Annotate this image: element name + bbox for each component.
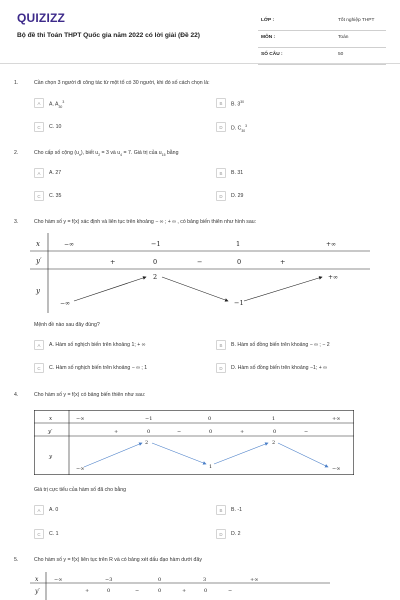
increase-arrow	[84, 443, 142, 467]
sign-value: +	[182, 588, 187, 594]
sign-value: 0	[153, 258, 158, 266]
increase-arrow	[244, 277, 322, 301]
option-text: C. 1	[49, 531, 59, 537]
x-value: 1	[236, 240, 241, 248]
meta-key: LỚP :	[261, 18, 275, 23]
option-letter-box: D	[216, 529, 226, 539]
meta-key: MÔN :	[261, 35, 276, 40]
header-divider	[0, 63, 400, 64]
table-x-label: x	[49, 416, 53, 422]
option-text: A. Hàm số nghịch biến trên khoảng 1; + ∞	[49, 342, 146, 348]
sign-value: −	[228, 588, 233, 594]
option-letter-box: A	[34, 340, 44, 350]
x-value: 3	[203, 577, 207, 583]
meta-value: Toán	[338, 35, 349, 40]
sign-value: 0	[204, 588, 208, 594]
table-x-label: x	[35, 576, 39, 583]
x-value: 1	[272, 416, 276, 422]
question-number: 4.	[14, 392, 19, 398]
x-value: −1	[151, 240, 161, 248]
option-text: D. Hàm số đồng biến trên khoảng −1; + ∞	[231, 365, 327, 371]
sign-value: −	[135, 588, 140, 594]
y-value: −∞	[60, 300, 71, 307]
y-value: −∞	[332, 466, 341, 472]
sign-value: +	[280, 258, 286, 266]
y-value: 1	[209, 464, 213, 470]
sign-value: −	[177, 429, 182, 435]
option-sub: 30	[58, 104, 63, 109]
option-text: B. -1	[231, 507, 242, 513]
sign-value: −	[197, 258, 203, 266]
option-letter-box: B	[216, 340, 226, 350]
option-letter-box: B	[216, 168, 226, 178]
table-yprime-label: y′	[35, 588, 40, 595]
document-title: Bộ đề thi Toán THPT Quốc gia năm 2022 có lời giải (Đề 22)	[17, 32, 200, 39]
variation-table-q3	[30, 233, 370, 313]
x-value: −3	[105, 577, 113, 583]
option-sup: 3	[62, 100, 65, 104]
table-x-label: x	[36, 240, 40, 248]
option-text: D. C	[231, 125, 242, 132]
question-prompt: Giá trị cực tiểu của hàm số đã cho bằng	[34, 487, 126, 493]
sign-value: +	[240, 429, 245, 435]
question-text: Cho hàm số y = f(x) liên tục trên R và có bảng xét dấu đạo hàm dưới đây	[34, 557, 202, 563]
sign-value: +	[114, 429, 119, 435]
x-value: −∞	[64, 241, 75, 248]
sign-value: +	[85, 588, 90, 594]
option-text: C. Hàm số nghịch biến trên khoảng − ∞ ; 1	[49, 365, 148, 371]
question-number: 5.	[14, 557, 19, 563]
increase-arrow	[74, 277, 146, 301]
option-text: A. 0	[49, 507, 59, 513]
meta-panel	[258, 14, 386, 65]
option-text: B. 3	[231, 101, 241, 108]
option-sup: 3	[245, 124, 248, 128]
question-text: Cho cấp số cộng $(u_n)$, biết $u_2 = 3$ và $u_4 = 7$. Giá trị của $u_{15}$ bằng	[34, 150, 179, 158]
meta-value: Tốt nghiệp THPT	[338, 18, 375, 23]
option-letter-box: A	[34, 505, 44, 515]
y-value: 2	[272, 440, 276, 446]
x-value: 0	[158, 577, 162, 583]
sign-value: 0	[147, 429, 151, 435]
meta-row-subject	[258, 31, 386, 48]
sign-value: +	[110, 258, 116, 266]
question-number: 1.	[14, 80, 19, 86]
option-letter-box: D	[216, 191, 226, 201]
meta-value: 50	[338, 52, 344, 57]
option-sup: 30	[240, 100, 245, 104]
question-prompt: Mệnh đề nào sau đây đúng?	[34, 322, 100, 328]
option-letter-box: D	[216, 122, 226, 132]
sign-table-q5	[30, 572, 330, 600]
option-text: C. 35	[49, 193, 62, 199]
option-text: C. 10	[49, 124, 62, 130]
y-value: +∞	[328, 274, 339, 281]
option-text: D. 2	[231, 531, 241, 537]
option-letter-box: B	[216, 505, 226, 515]
option-letter-box: D	[216, 363, 226, 373]
question-text: Cần chọn 3 người đi công tác từ một tổ có 30 người, khi đó số cách chọn là:	[34, 80, 210, 86]
decrease-arrow	[162, 277, 228, 301]
question-text: Cho hàm số y = f(x) có bảng biến thiên như sau:	[34, 392, 146, 398]
x-value: +∞	[326, 241, 337, 248]
x-value: 0	[208, 416, 212, 422]
increase-arrow	[214, 443, 268, 464]
option-text: A. A	[49, 101, 59, 108]
option-text: A. 27	[49, 170, 62, 176]
sign-value: 0	[107, 588, 111, 594]
question-number: 2.	[14, 150, 19, 156]
sign-value: −	[304, 429, 309, 435]
quizizz-logo: QUIZIZZ	[17, 11, 66, 25]
sign-value: 0	[237, 258, 242, 266]
x-value: +∞	[250, 577, 259, 583]
sign-value: 0	[158, 588, 162, 594]
option-letter-box: A	[34, 98, 44, 108]
x-value: −1	[145, 416, 153, 422]
question-text: Cho hàm số y = f(x) xác định và liên tục trên khoảng − ∞ ; + ∞ , có bảng biến thiên như hình sau:	[34, 219, 257, 225]
option-letter-box: C	[34, 191, 44, 201]
y-value: 2	[153, 273, 158, 281]
x-value: −∞	[76, 416, 85, 422]
option-text: B. Hàm số đồng biến trên khoảng − ∞ ; − 2	[231, 342, 330, 348]
y-value: −1	[234, 299, 244, 307]
table-yprime-label: y′	[48, 429, 53, 435]
meta-row-class	[258, 14, 386, 31]
option-letter-box: C	[34, 122, 44, 132]
sign-value: 0	[209, 429, 213, 435]
sign-value: 0	[273, 429, 277, 435]
x-value: −∞	[54, 577, 63, 583]
option-letter-box: B	[216, 98, 226, 108]
table-y-label: y	[49, 454, 53, 460]
decrease-arrow	[278, 443, 328, 467]
option-letter-box: C	[34, 363, 44, 373]
option-letter-box: C	[34, 529, 44, 539]
y-value: 2	[145, 440, 149, 446]
variation-table-q4	[34, 410, 354, 475]
decrease-arrow	[152, 443, 206, 464]
x-value: +∞	[332, 416, 341, 422]
option-text: B. 31	[231, 170, 244, 176]
question-number: 3.	[14, 219, 19, 225]
table-y-label: y	[36, 287, 40, 295]
meta-key: SỐ CÂU :	[261, 52, 283, 57]
y-value: −∞	[76, 466, 85, 472]
option-sub: 30	[241, 128, 246, 133]
table-yprime-label: y′	[36, 257, 42, 265]
option-letter-box: A	[34, 168, 44, 178]
option-text: D. 29	[231, 193, 244, 199]
